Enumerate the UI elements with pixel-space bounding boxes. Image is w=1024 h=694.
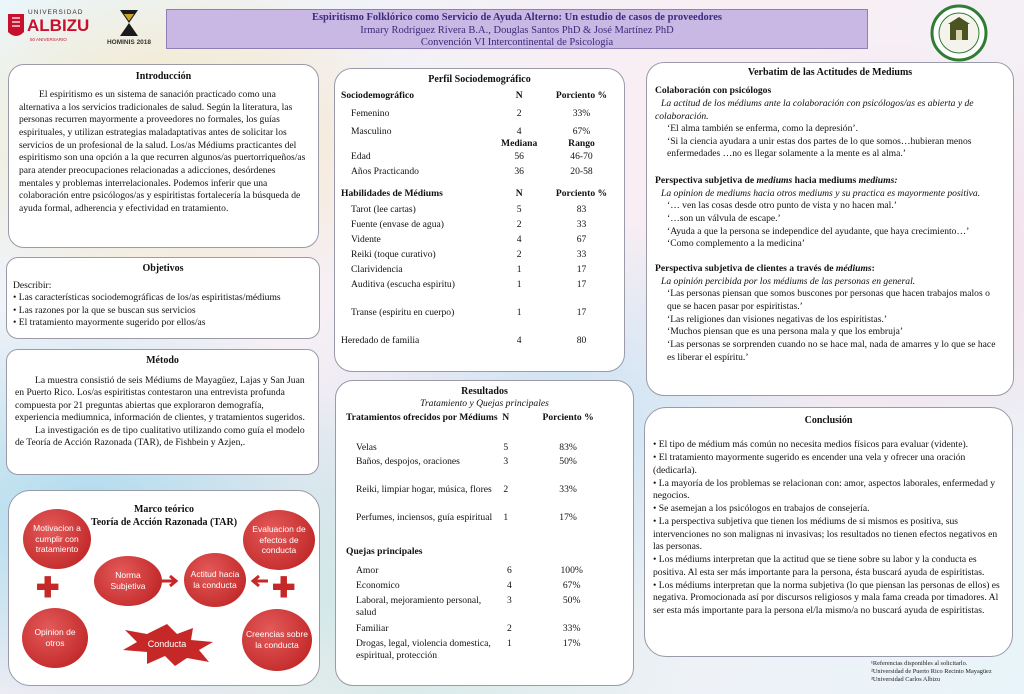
table-header bbox=[341, 138, 618, 150]
homines-logo bbox=[98, 8, 160, 50]
table-row bbox=[341, 166, 618, 188]
cell: Porciento % bbox=[555, 187, 608, 199]
cell: Tratamientos ofrecidos por Médiums bbox=[346, 412, 498, 424]
cell: 4 bbox=[516, 126, 522, 137]
cell: Mediana bbox=[501, 138, 538, 150]
tratamientos-table bbox=[346, 412, 623, 542]
cell: 17% bbox=[562, 637, 581, 649]
poster-title: Espiritismo Folklórico como Servicio de Ayuda Alterno: Un estudio de casos de proveedores bbox=[311, 12, 723, 23]
table-row bbox=[341, 219, 618, 234]
cell: 2 bbox=[516, 248, 522, 260]
conclusion-panel bbox=[644, 407, 1013, 657]
cell: 5 bbox=[516, 203, 522, 215]
albizu-logo bbox=[6, 8, 90, 50]
marco-title: Marco teórico bbox=[133, 504, 195, 515]
cell: Habilidades de Médiums bbox=[341, 187, 443, 199]
arrow-icon bbox=[248, 574, 268, 588]
cell: Reiki, limpiar hogar, música, flores bbox=[356, 484, 492, 496]
conclusion-item: • Los médiums interpretan que la norma subjetiva (lo que piensan las personas de ellos) es negativa. Promocionada así por discursos religiosos y mala fama creada por timadores. Al ser esta más importante para la persona el/la mismo/a no buscará ayuda de espiritistas. bbox=[653, 579, 1000, 617]
objetivos-item: • Las características sociodemográficas de los/as espiritistas/médiums bbox=[13, 292, 281, 304]
intro-title: Introducción bbox=[135, 71, 192, 82]
cell: Años Practicando bbox=[351, 165, 419, 177]
cell: Masculino bbox=[351, 126, 392, 137]
conclusion-item: • La perspectiva subjetiva que tienen los médiums de si mismos es positiva, sus intervenciones no son malignas ni invasivas; los resultados no tienen efectos negativos en las personas. bbox=[653, 515, 998, 553]
metodo-p2: La investigación es de tipo cualitativo utilizando como guía el modelo de Teoría de Acción Razonada (TAR), de Fishbein y Azjen,. bbox=[15, 424, 305, 449]
cell: 33% bbox=[562, 622, 581, 634]
poster-header bbox=[166, 9, 868, 49]
footnote: ¹Referencias disponibles al solicitarlo. bbox=[871, 660, 968, 667]
cell: 50% bbox=[559, 456, 577, 468]
quejas-table bbox=[346, 565, 623, 663]
section-intro: La opinion de mediums hacia otros mediums y su practica es mayormente positiva. bbox=[661, 187, 981, 199]
verbatim-panel bbox=[646, 62, 1014, 396]
cell: Tarot (lee cartas) bbox=[351, 203, 416, 215]
table-row bbox=[346, 456, 623, 484]
quote: ‘Muchos piensan que es una persona mala y que los embruja’ bbox=[667, 326, 904, 338]
table-row bbox=[341, 307, 618, 335]
albizu-sub: 50 ANIVERSARIO bbox=[30, 37, 67, 42]
cell: 83% bbox=[559, 442, 577, 454]
cell: 5 bbox=[503, 442, 509, 454]
plus-icon: ✚ bbox=[272, 572, 296, 603]
node-motivacion: Motivacion a cumplir con tratamiento bbox=[23, 509, 91, 569]
cell: 17% bbox=[559, 512, 577, 524]
footnotes bbox=[871, 660, 992, 684]
table-row bbox=[346, 442, 623, 456]
quejas-title: Quejas principales bbox=[346, 546, 423, 558]
section-title-part: mediums bbox=[756, 175, 793, 187]
cell: N bbox=[515, 187, 523, 199]
hourglass-icon bbox=[98, 8, 160, 38]
table-row bbox=[346, 623, 623, 638]
albizu-name: ALBIZU bbox=[27, 16, 90, 35]
cell: Laboral, mejoramiento personal, salud bbox=[356, 594, 482, 619]
intro-panel bbox=[8, 64, 319, 248]
cell: Vidente bbox=[351, 233, 381, 245]
intro-text: El espiritismo es un sistema de sanación practicado como una alternativa a los servicios tradicionales de salud. Según la literatura, las personas recurren mayormente a proveedores no formales, los guías espirituales, y utilizan estrategias maladaptativas antes de solicitar los servicios de un profesional de la salud. Los/as Médiums practicantes del espiritismo son una opción a la que recurren algunos/as puertorriqueños/as para atender preocupaciones relacionadas a adicciones, desórdenes mentales y problemas interrelacionales. Podemos inferir que una colaboración entre psicólogos/as y espiritistas fortalecería la búsqueda de ayuda formal, adherencia y efectividad en tratamiento. bbox=[19, 89, 306, 214]
quote: ‘Las personas se sorprenden cuando no se hace mal, nada de amarres y lo que se hace es liberar el espíritu.’ bbox=[667, 339, 996, 363]
node-actitud: Actitud hacia la conducta bbox=[184, 553, 246, 607]
cell: Fuente (envase de agua) bbox=[351, 218, 444, 230]
conclusion-item: • Se asemejan a los psicólogos en trabajos de consejería. bbox=[653, 503, 870, 515]
conclusion-item: • Los médiums interpretan que la actitud que se tiene sobre su labor y la conducta es positiva. Al esta ser más importante para la persona, ésta buscará ayuda de espiritistas. bbox=[653, 554, 985, 578]
cell: 17 bbox=[576, 278, 587, 290]
cell: Sociodemográfico bbox=[341, 90, 415, 101]
resultados-subtitle: Tratamiento y Quejas principales bbox=[420, 398, 549, 409]
cell: Porciento % bbox=[542, 412, 594, 424]
table-row bbox=[346, 484, 623, 512]
cell: 50% bbox=[562, 594, 581, 606]
conclusion-item: • La mayoría de los problemas se relacionan con: amor, aspectos laborales, enfermedad y negocios. bbox=[653, 477, 996, 502]
table-row bbox=[341, 249, 618, 264]
cell: 4 bbox=[506, 579, 512, 591]
table-row bbox=[341, 126, 618, 138]
cell: 83 bbox=[576, 203, 587, 215]
node-opinion: Opinion de otros bbox=[22, 608, 88, 668]
cell: 36 bbox=[514, 165, 524, 177]
conclusion-item: • El tipo de médium más común no necesita medios físicos para evaluar (vidente). bbox=[653, 439, 969, 451]
cell: 67% bbox=[562, 579, 581, 591]
cell: 1 bbox=[503, 512, 509, 524]
cell: 33% bbox=[572, 108, 591, 119]
table-row bbox=[341, 151, 618, 166]
table-row bbox=[346, 595, 623, 623]
cell: 1 bbox=[516, 278, 522, 290]
table-row bbox=[341, 234, 618, 249]
table-row bbox=[341, 279, 618, 307]
cell: Velas bbox=[356, 442, 377, 454]
table-header bbox=[341, 90, 618, 108]
cell: 2 bbox=[503, 484, 509, 496]
table-row bbox=[346, 565, 623, 580]
quote: ‘El alma también se enferma, como la depresión’. bbox=[667, 123, 858, 135]
cell: 3 bbox=[506, 594, 512, 606]
cell: 56 bbox=[514, 150, 524, 162]
cell: Reiki (toque curativo) bbox=[351, 248, 436, 260]
table-row bbox=[341, 335, 618, 347]
cell: 67 bbox=[576, 233, 587, 245]
node-evaluacion: Evaluacion de efectos de conducta bbox=[243, 510, 315, 570]
objetivos-item: • El tratamiento mayormente sugerido por ellos/as bbox=[13, 317, 206, 329]
section-intro: La opinión percibida por los médiums de las personas en general. bbox=[661, 275, 916, 287]
quote: ‘…son un válvula de escape.’ bbox=[667, 213, 781, 225]
metodo-title: Método bbox=[146, 355, 179, 366]
poster-authors: Irmary Rodríguez Rivera B.A., Douglas Santos PhD & José Martínez PhD bbox=[360, 24, 674, 36]
section-title bbox=[655, 175, 1005, 188]
cell: 100% bbox=[560, 564, 583, 576]
footnote: ²Universidad de Puerto Rico Recinto Mayagüez bbox=[871, 667, 992, 675]
table-header bbox=[341, 188, 618, 204]
cell: Drogas, legal, violencia domestica, espiritual, protección bbox=[356, 637, 491, 662]
metodo-p1: La muestra consistió de seis Médiums de Mayagüez, Lajas y San Juan en Puerto Rico. Los/as espiritistas contestaron una entrevista profunda compuesta por 21 preguntas abiertas que exploraron demografía, experiencia mediumnica, información de clientes, y tratamientos sugeridos. bbox=[15, 375, 305, 424]
quote: ‘Como complemento a la medicina’ bbox=[667, 238, 805, 250]
table-row bbox=[346, 580, 623, 595]
perfil-panel bbox=[334, 68, 625, 372]
cell: Porciento % bbox=[555, 90, 608, 101]
table-row bbox=[341, 204, 618, 219]
cell: Auditiva (escucha espiritu) bbox=[351, 278, 455, 290]
cell: 1 bbox=[516, 306, 522, 318]
node-creencias: Creencias sobre la conducta bbox=[242, 609, 312, 671]
node-norma: Norma Subjetiva bbox=[94, 556, 162, 606]
cell: Transe (espiritu en cuerpo) bbox=[351, 306, 455, 318]
resultados-title: Resultados bbox=[461, 386, 508, 397]
section-title-part: mediums: bbox=[858, 175, 898, 187]
cell: 33 bbox=[576, 248, 587, 260]
objetivos-item: • Las razones por la que se buscan sus servicios bbox=[13, 304, 196, 316]
uprm-seal bbox=[926, 4, 992, 62]
cell: 2 bbox=[516, 108, 522, 119]
cell: N bbox=[515, 90, 523, 101]
cell: 80 bbox=[576, 334, 587, 346]
albizu-top: UNIVERSIDAD bbox=[28, 9, 84, 16]
cell: Familiar bbox=[356, 622, 389, 634]
table-header bbox=[346, 412, 623, 442]
footnote: ³Universidad Carlos Albizu bbox=[871, 675, 941, 683]
table-row bbox=[346, 512, 623, 542]
cell: 4 bbox=[516, 334, 522, 346]
cell: 1 bbox=[516, 263, 522, 275]
quote: ‘Las religiones dan visiones negativas de los espiritistas.’ bbox=[667, 313, 888, 325]
arrow-icon bbox=[161, 574, 181, 588]
quote: ‘Las personas piensan que somos buscones por personas que hacen trabajos malos o que se hacen pasar por espiritistas.’ bbox=[667, 288, 990, 313]
cell: Amor bbox=[356, 564, 379, 576]
poster-event: Convención VI Intercontinental de Psicología bbox=[420, 37, 614, 49]
cell: 17 bbox=[576, 306, 587, 318]
plus-icon: ✚ bbox=[36, 572, 60, 603]
node-conducta: Conducta bbox=[147, 639, 187, 649]
objetivos-lead: Describir: bbox=[13, 280, 52, 291]
marco-subtitle: Teoría de Acción Razonada (TAR) bbox=[90, 517, 238, 528]
conclusion-title: Conclusión bbox=[804, 415, 853, 426]
metodo-panel bbox=[6, 349, 319, 475]
table-row bbox=[341, 264, 618, 279]
section-title-part: Perspectiva subjetiva de bbox=[655, 175, 757, 187]
resultados-panel bbox=[335, 380, 634, 686]
cell: Economico bbox=[356, 579, 400, 591]
cell bbox=[341, 138, 493, 150]
section-title-part: hacia mediums bbox=[792, 175, 859, 187]
cell: 2 bbox=[506, 622, 512, 634]
cell: 2 bbox=[516, 218, 522, 230]
section-intro: La actitud de los médiums ante la colaboración con psicólogos/as es abierta y de colaboración. bbox=[655, 97, 974, 122]
cell: 1 bbox=[506, 637, 512, 649]
cell: N bbox=[502, 412, 510, 424]
cell: Edad bbox=[351, 150, 371, 162]
cell: 4 bbox=[516, 233, 522, 245]
cell: 33% bbox=[559, 484, 577, 496]
cell: 46-70 bbox=[570, 150, 593, 162]
objetivos-title: Objetivos bbox=[142, 263, 184, 274]
perfil-title: Perfil Sociodemográfico bbox=[428, 74, 531, 85]
cell: 67% bbox=[572, 126, 591, 137]
section-title: Colaboración con psicólogos bbox=[655, 85, 772, 97]
seal-icon bbox=[926, 4, 992, 62]
cell: 17 bbox=[576, 263, 587, 275]
cell: 33 bbox=[576, 218, 587, 230]
conclusion-item: • El tratamiento mayormente sugerido es encender una vela y ofrecer una oración (dedicarla). bbox=[653, 452, 966, 476]
table-row bbox=[341, 108, 618, 126]
homines-text: HOMINIS 2018 bbox=[106, 39, 152, 46]
cell: Heredado de familia bbox=[341, 334, 420, 346]
cell: Perfumes, inciensos, guía espiritual bbox=[356, 512, 493, 524]
section-title-part: Perspectiva subjetiva de clientes a través de bbox=[655, 263, 836, 275]
cell: Rango bbox=[568, 138, 595, 150]
section-title-part: médiums bbox=[835, 263, 872, 275]
cell: 6 bbox=[506, 564, 512, 576]
quote: ‘… ven las cosas desde otro punto de vista y no hacen mal.’ bbox=[667, 200, 897, 212]
cell: Clarividencia bbox=[351, 263, 403, 275]
quote: ‘Si la ciencia ayudara a unir estas dos partes de lo que somos…hubieran menos enfermedades …no es llegar solamente a la mente es al alma.’ bbox=[667, 135, 972, 160]
cell: Baños, despojos, oraciones bbox=[356, 456, 460, 468]
quote: ‘Ayuda a que la persona se independice del ayudante, que haya crecimiento…’ bbox=[667, 225, 970, 237]
cell: 20-58 bbox=[570, 165, 593, 177]
perfil-table bbox=[341, 90, 618, 347]
table-row bbox=[346, 638, 623, 663]
section-title bbox=[655, 263, 1005, 276]
objetivos-panel bbox=[6, 257, 320, 339]
verbatim-title: Verbatim de las Actitudes de Mediums bbox=[747, 67, 913, 78]
cell: Femenino bbox=[351, 108, 390, 119]
cell: 3 bbox=[503, 456, 509, 468]
section-title-part: : bbox=[871, 263, 875, 275]
